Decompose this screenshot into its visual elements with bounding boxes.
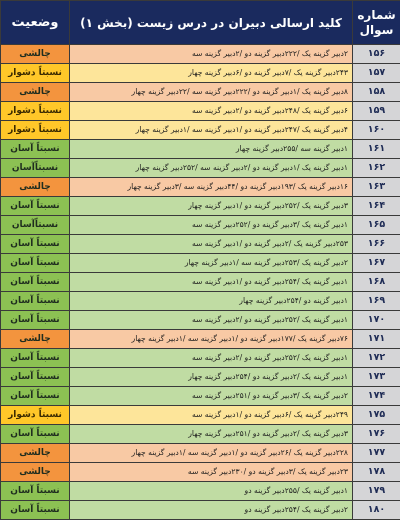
teacher-answer-distribution: ۲۴۳دبیر گزینه یک /۷دبیر گزینه دو /۶دبیر گزینه چهار <box>70 64 353 83</box>
teacher-answer-distribution: ۱دبیر گزینه دو /۲۵۴دبیر گزینه چهار <box>70 292 353 311</box>
table-row <box>1 273 400 292</box>
question-number: ۱۶۷ <box>353 254 400 273</box>
question-number: ۱۶۱ <box>353 140 400 159</box>
number-header-line1: شماره <box>353 8 400 23</box>
question-number: ۱۷۳ <box>353 368 400 387</box>
difficulty-status: نسبتاً آسان <box>1 349 70 368</box>
difficulty-status: نسبتاً آسان <box>1 273 70 292</box>
teacher-answer-distribution: ۸دبیر گزینه یک /۱دبیر گزینه دو /۲۲۲دبیر گزینه سه /۲۲دبیر گزینه چهار <box>70 83 353 102</box>
question-number: ۱۶۲ <box>353 159 400 178</box>
teacher-answer-distribution: ۱دبیر گزینه یک /۲۵۲دبیر گزینه دو /۲دبیر گزینه سه <box>70 349 353 368</box>
question-number: ۱۸۰ <box>353 501 400 520</box>
question-number: ۱۶۸ <box>353 273 400 292</box>
teacher-answer-distribution: ۶دبیر گزینه یک /۲۴۸دبیر گزینه دو /۲دبیر گزینه سه <box>70 102 353 121</box>
difficulty-status: نسبتاً آسان <box>1 197 70 216</box>
difficulty-status: نسبتاً آسان <box>1 292 70 311</box>
difficulty-status: چالشی <box>1 178 70 197</box>
number-header-line2: سوال <box>353 23 400 38</box>
question-number: ۱۶۶ <box>353 235 400 254</box>
table-row <box>1 254 400 273</box>
table-row <box>1 64 400 83</box>
difficulty-status: نسبتاً آسان <box>1 368 70 387</box>
table-row <box>1 482 400 501</box>
teacher-answer-distribution: ۱دبیر گزینه یک /۲۵۵دبیر گزینه دو <box>70 482 353 501</box>
question-number: ۱۷۹ <box>353 482 400 501</box>
table-row <box>1 444 400 463</box>
teacher-answer-distribution: ۲دبیر گزینه یک /۲۵۴دبیر گزینه دو <box>70 501 353 520</box>
teacher-answer-distribution: ۳دبیر گزینه یک /۲۵۲دبیر گزینه دو /۱دبیر گزینه چهار <box>70 197 353 216</box>
teacher-answer-distribution: ۱دبیر گزینه یک /۳دبیر گزینه دو /۲۵۲دبیر گزینه سه <box>70 216 353 235</box>
difficulty-status: نسبتاً دشوار <box>1 64 70 83</box>
question-number: ۱۶۹ <box>353 292 400 311</box>
difficulty-status: نسبتاً دشوار <box>1 121 70 140</box>
question-number: ۱۵۶ <box>353 45 400 64</box>
difficulty-status: نسبتاًآسان <box>1 216 70 235</box>
teacher-answer-distribution: ۱دبیر گزینه یک /۲۵۲دبیر گزینه دو /۲دبیر گزینه سه <box>70 311 353 330</box>
table-row <box>1 368 400 387</box>
difficulty-status: نسبتاً دشوار <box>1 102 70 121</box>
teacher-answer-distribution: ۱دبیر گزینه یک /۲دبیر گزینه دو /۲۵۴دبیر گزینه چهار <box>70 368 353 387</box>
teacher-answer-distribution: ۳دبیر گزینه یک /۲دبیر گزینه دو /۲۵۱دبیر گزینه چهار <box>70 425 353 444</box>
difficulty-status: نسبتاً آسان <box>1 425 70 444</box>
teacher-answer-distribution: ۷۶دبیر گزینه یک /۱۷۷دبیر گزینه دو /۱دبیر گزینه سه /۱دبیر گزینه چهار <box>70 330 353 349</box>
teacher-answer-distribution: ۱دبیر گزینه یک /۲۵۴دبیر گزینه دو /۱دبیر گزینه سه <box>70 273 353 292</box>
difficulty-status: نسبتاً آسان <box>1 482 70 501</box>
question-number: ۱۷۰ <box>353 311 400 330</box>
question-number: ۱۶۵ <box>353 216 400 235</box>
teacher-answer-distribution: ۴دبیر گزینه یک /۲۴۷دبیر گزینه دو /۱دبیر گزینه سه /۱دبیر گزینه چهار <box>70 121 353 140</box>
question-number: ۱۷۶ <box>353 425 400 444</box>
question-number: ۱۷۵ <box>353 406 400 425</box>
question-number: ۱۷۱ <box>353 330 400 349</box>
question-number: ۱۷۷ <box>353 444 400 463</box>
table-body <box>1 45 400 520</box>
difficulty-status: چالشی <box>1 45 70 64</box>
question-number: ۱۶۴ <box>353 197 400 216</box>
teacher-answer-distribution: ۱دبیر گزینه سه /۲۵۵دبیر گزینه چهار <box>70 140 353 159</box>
table-row <box>1 406 400 425</box>
table-row <box>1 311 400 330</box>
teacher-answer-distribution: ۱دبیر گزینه یک /۱دبیر گزینه دو /۲دبیر گزینه سه /۲۵۲دبیر گزینه چهار <box>70 159 353 178</box>
difficulty-status: نسبتاً دشوار <box>1 406 70 425</box>
difficulty-status: چالشی <box>1 83 70 102</box>
teacher-answer-distribution: ۲۴۹دبیر گزینه یک /۶دبیر گزینه دو /۱دبیر گزینه سه <box>70 406 353 425</box>
teacher-answer-distribution: ۲۵۳دبیر گزینه یک /۲دبیر گزینه دو /۱دبیر گزینه سه <box>70 235 353 254</box>
difficulty-status: نسبتاً آسان <box>1 501 70 520</box>
table-row <box>1 387 400 406</box>
table-row <box>1 159 400 178</box>
teacher-answer-distribution: ۲دبیر گزینه یک /۲۵۳دبیر گزینه سه /۱دبیر گزینه چهار <box>70 254 353 273</box>
teacher-answer-distribution: ۲۳دبیر گزینه یک /۳دبیر گزینه دو /۲۳۰دبیر گزینه سه <box>70 463 353 482</box>
difficulty-status: چالشی <box>1 444 70 463</box>
difficulty-status: چالشی <box>1 463 70 482</box>
question-number: ۱۶۳ <box>353 178 400 197</box>
teacher-answer-distribution: ۱۶دبیر گزینه یک /۱۹۳دبیر گزینه دو /۴۴دبیر گزینه سه /۳دبیر گزینه چهار <box>70 178 353 197</box>
number-column-header <box>353 1 400 45</box>
question-number: ۱۵۸ <box>353 83 400 102</box>
difficulty-status: نسبتاً آسان <box>1 140 70 159</box>
question-number: ۱۷۴ <box>353 387 400 406</box>
table-row <box>1 102 400 121</box>
table-row <box>1 178 400 197</box>
teacher-answer-distribution: ۲۲۸دبیر گزینه یک /۲۶دبیر گزینه دو /۱دبیر گزینه سه /۱دبیر گزینه چهار <box>70 444 353 463</box>
question-number: ۱۷۸ <box>353 463 400 482</box>
table-row <box>1 292 400 311</box>
status-column-header: وضعیت <box>1 1 70 45</box>
table-title: کلید ارسالی دبیران در درس زیست (بخش ۱) <box>70 1 353 45</box>
table-row <box>1 197 400 216</box>
question-number: ۱۷۲ <box>353 349 400 368</box>
question-number: ۱۵۷ <box>353 64 400 83</box>
question-number: ۱۵۹ <box>353 102 400 121</box>
teacher-answer-distribution: ۲دبیر گزینه یک /۲۲۲دبیر گزینه دو /۲دبیر گزینه سه <box>70 45 353 64</box>
table-row <box>1 140 400 159</box>
table-row <box>1 425 400 444</box>
table-row <box>1 216 400 235</box>
table-row <box>1 330 400 349</box>
difficulty-status: نسبتاً آسان <box>1 235 70 254</box>
difficulty-status: نسبتاً آسان <box>1 254 70 273</box>
header-row <box>1 1 400 45</box>
table-row <box>1 349 400 368</box>
difficulty-status: نسبتاً آسان <box>1 311 70 330</box>
question-number: ۱۶۰ <box>353 121 400 140</box>
table-row <box>1 83 400 102</box>
difficulty-status: نسبتاًآسان <box>1 159 70 178</box>
table-row <box>1 45 400 64</box>
table-row <box>1 501 400 520</box>
difficulty-status: چالشی <box>1 330 70 349</box>
difficulty-status: نسبتاً آسان <box>1 387 70 406</box>
table-row <box>1 463 400 482</box>
teacher-answer-distribution: ۲دبیر گزینه یک /۳دبیر گزینه دو /۲۵۱دبیر گزینه سه <box>70 387 353 406</box>
table-row <box>1 121 400 140</box>
table-row <box>1 235 400 254</box>
